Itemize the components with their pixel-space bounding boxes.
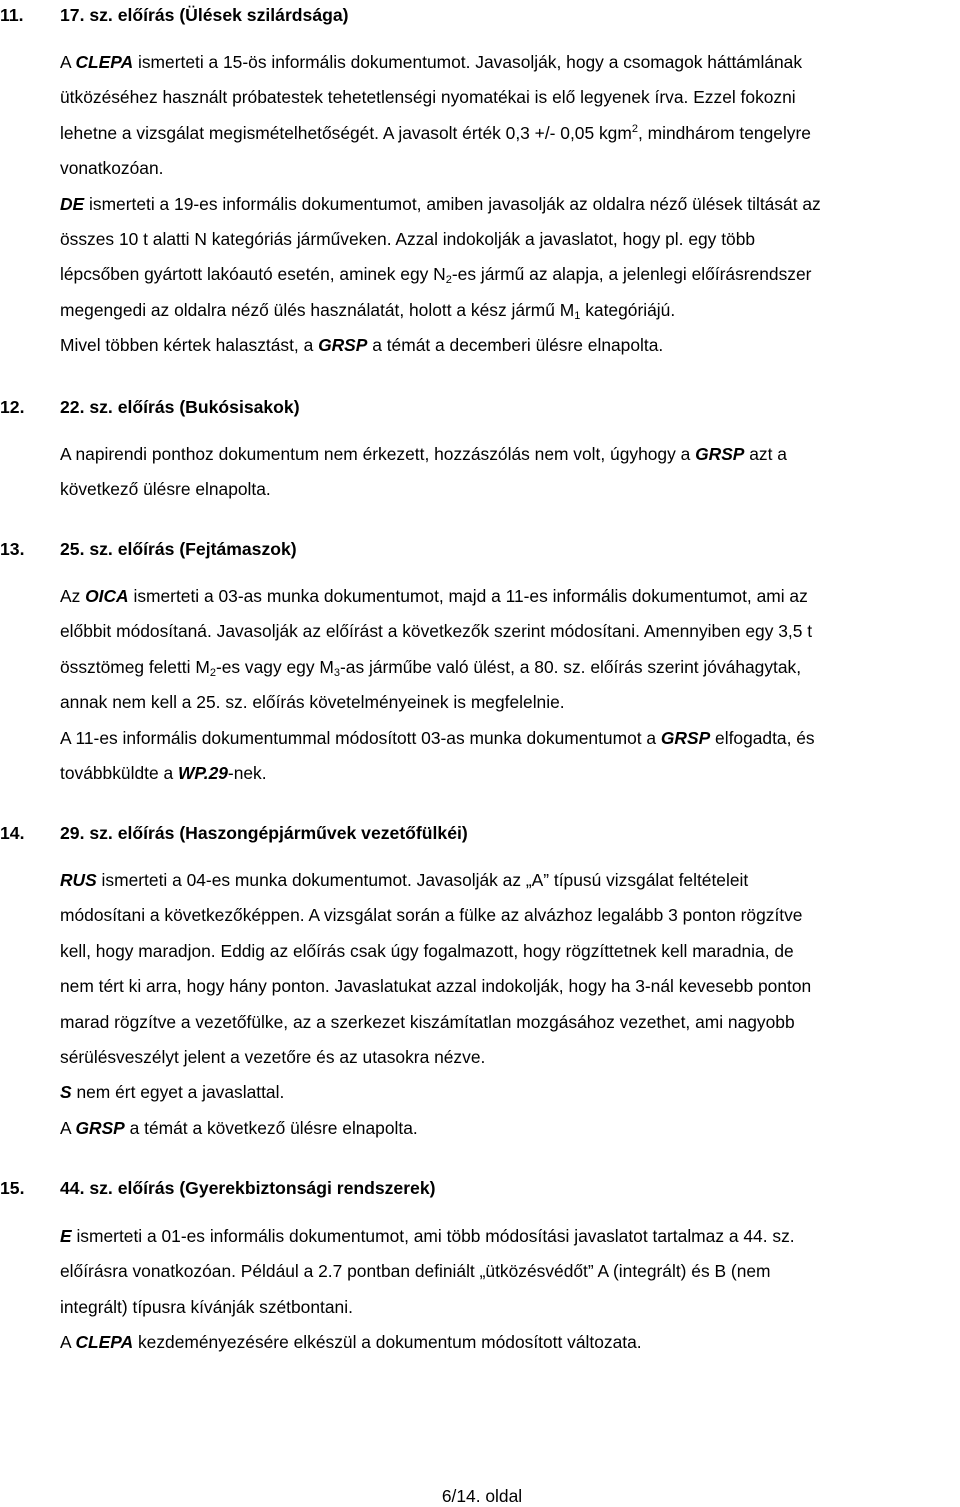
emphasis-text: E xyxy=(60,1226,72,1246)
text-run: sérülésveszélyt jelent a vezetőre és az utasokra nézve. xyxy=(60,1046,486,1067)
text-line xyxy=(60,222,958,257)
text-line xyxy=(60,257,958,292)
text-run: integrált) típusra kívánják szétbontani. xyxy=(60,1296,353,1317)
text-line xyxy=(60,187,958,222)
section-number: 15. xyxy=(0,1178,25,1198)
text-line xyxy=(60,437,958,472)
text-run: A xyxy=(60,1332,76,1353)
emphasis-text: CLEPA xyxy=(75,52,134,72)
section-number: 12. xyxy=(0,397,25,417)
text-line xyxy=(60,969,958,1004)
text-run: lépcsőben gyártott lakóautó esetén, aminek egy N xyxy=(60,264,446,285)
text-run: annak nem kell a 25. sz. előírás követelményeinek is megfelelnie. xyxy=(60,692,565,713)
emphasis-text: GRSP xyxy=(660,727,711,748)
text-line xyxy=(60,1254,958,1289)
text-run: ütközéséhez használt próbatestek tehetetlenségi nyomatékai is elő legyenek írva. Ezzel fokozni xyxy=(60,87,796,108)
text-run: kell, hogy maradjon. Eddig az előírás csak úgy fogalmazott, hogy rögzíttetnek kell maradnia, de xyxy=(60,940,794,961)
text-run: ismerteti a 15-ös informális dokumentumot. Javasolják, hogy a csomagok háttámlának xyxy=(133,52,803,72)
text-run: -es jármű az alapja, a jelenlegi előírásrendszer xyxy=(451,264,812,285)
text-run: A xyxy=(60,52,76,72)
text-run: -es vagy egy M xyxy=(215,656,334,677)
text-line xyxy=(60,1290,958,1325)
text-line xyxy=(60,1325,958,1360)
emphasis-text: CLEPA xyxy=(75,1332,134,1353)
text-line xyxy=(60,80,958,115)
text-run: Az xyxy=(60,586,86,606)
section-body-12 xyxy=(60,437,958,508)
text-line xyxy=(60,1040,958,1075)
section-title: 17. sz. előírás (Ülések szilárdsága) xyxy=(60,5,349,25)
text-run: módosítani a következőképpen. A vizsgálat során a fülke az alvázhoz legalább 3 ponton rögzítve xyxy=(60,905,803,926)
text-run: , mindhárom tengelyre xyxy=(637,122,811,143)
text-run: kategóriájú. xyxy=(580,299,676,320)
section-body-11 xyxy=(60,45,958,364)
text-line xyxy=(60,1005,958,1040)
section-body-13 xyxy=(60,579,958,791)
emphasis-text: DE xyxy=(60,193,85,214)
text-line xyxy=(60,116,958,151)
emphasis-text: GRSP xyxy=(318,335,368,356)
section-body-15 xyxy=(60,1219,958,1361)
section-title: 29. sz. előírás (Haszongépjárművek vezetőfülkéi) xyxy=(60,823,468,843)
text-run: nem ért egyet a javaslattal. xyxy=(71,1082,285,1103)
text-run: A 11-es informális dokumentummal módosított 03-as munka dokumentumot a xyxy=(60,727,661,748)
text-line xyxy=(60,685,958,720)
text-line xyxy=(60,1075,958,1110)
text-line xyxy=(60,45,958,80)
emphasis-text: GRSP xyxy=(75,1117,125,1138)
emphasis-text: S xyxy=(60,1082,72,1103)
text-line xyxy=(60,934,958,969)
text-run: elfogadta, és xyxy=(710,727,815,748)
text-run: -as járműbe való ülést, a 80. sz. előírás szerint jóváhagytak, xyxy=(339,656,802,677)
text-line xyxy=(60,650,958,685)
text-run: azt a xyxy=(744,444,787,464)
text-run: A xyxy=(60,1117,76,1138)
emphasis-text: RUS xyxy=(60,870,97,890)
section-number: 14. xyxy=(0,823,25,843)
text-run: ismerteti a 03-as munka dokumentumot, majd a 11-es informális dokumentumot, ami az xyxy=(128,586,808,606)
text-line xyxy=(60,293,958,328)
section-title: 44. sz. előírás (Gyerekbiztonsági rendszerek) xyxy=(60,1178,436,1198)
text-run: A napirendi ponthoz dokumentum nem érkezett, hozzászólás nem volt, úgyhogy a xyxy=(60,444,696,464)
subscript: 1 xyxy=(574,309,581,322)
emphasis-text: WP.29 xyxy=(177,762,228,783)
text-line xyxy=(60,151,958,186)
text-run: ismerteti a 01-es informális dokumentumot, ami több módosítási javaslatot tartalmaz a 44. sz. xyxy=(71,1226,795,1246)
text-line xyxy=(60,898,958,933)
section-title: 22. sz. előírás (Bukósisakok) xyxy=(60,397,300,417)
subscript: 2 xyxy=(445,274,452,287)
text-line xyxy=(60,756,958,791)
text-run: -nek. xyxy=(227,762,267,783)
text-line xyxy=(60,863,958,898)
emphasis-text: GRSP xyxy=(695,444,745,464)
text-line xyxy=(60,721,958,756)
text-run: marad rögzítve a vezetőfülke, az a szerkezet kiszámítatlan mozgásához vezethet, ami nagyobb xyxy=(60,1011,795,1032)
text-run: a témát a következő ülésre elnapolta. xyxy=(124,1117,418,1138)
text-line xyxy=(60,1219,958,1254)
text-line xyxy=(60,328,958,363)
text-run: lehetne a vizsgálat megismételhetőségét. A javasolt érték 0,3 +/- 0,05 kgm xyxy=(60,122,632,143)
subscript: 2 xyxy=(209,666,216,679)
text-run: továbbküldte a xyxy=(60,762,178,783)
section-body-14 xyxy=(60,863,958,1146)
text-run: előbbit módosítaná. Javasolják az előírást a következők szerint módosítani. Amennyiben egy 3,5 t xyxy=(60,621,813,642)
text-run: nem tért ki arra, hogy hány ponton. Javaslatukat azzal indokolják, hogy ha 3-nál kevesebb ponton xyxy=(60,976,812,997)
text-run: a témát a decemberi ülésre elnapolta. xyxy=(367,335,664,356)
superscript: 2 xyxy=(631,122,638,135)
section-title: 25. sz. előírás (Fejtámaszok) xyxy=(60,539,297,559)
text-line xyxy=(60,1111,958,1146)
text-run: Mivel többen kértek halasztást, a xyxy=(60,335,319,356)
text-line xyxy=(60,472,958,507)
text-run: következő ülésre elnapolta. xyxy=(60,479,271,500)
text-line xyxy=(60,579,958,614)
text-run: össztömeg feletti M xyxy=(60,656,210,677)
section-number: 13. xyxy=(0,539,25,559)
text-run: vonatkozóan. xyxy=(60,158,164,179)
page-number: 6/14. oldal xyxy=(441,1486,523,1506)
text-run: kezdeményezésére elkészül a dokumentum módosított változata. xyxy=(133,1332,642,1353)
text-run: ismerteti a 19-es informális dokumentumot, amiben javasolják az oldalra néző ülések tiltását az xyxy=(84,193,821,214)
section-number: 11. xyxy=(0,5,24,25)
emphasis-text: OICA xyxy=(85,586,129,606)
page-footer xyxy=(0,1486,960,1507)
subscript: 3 xyxy=(333,666,340,679)
text-run: ismerteti a 04-es munka dokumentumot. Javasolják az „A” típusú vizsgálat feltételeit xyxy=(96,870,749,890)
text-run: megengedi az oldalra néző ülés használatát, holott a kész jármű M xyxy=(60,299,575,320)
text-line xyxy=(60,614,958,649)
text-run: előírásra vonatkozóan. Például a 2.7 pontban definiált „ütközésvédőt” A (integrált) és B (nem xyxy=(60,1261,771,1282)
text-run: összes 10 t alatti N kategóriás járműveken. Azzal indokolják a javaslatot, hogy pl. egy több xyxy=(60,228,756,249)
